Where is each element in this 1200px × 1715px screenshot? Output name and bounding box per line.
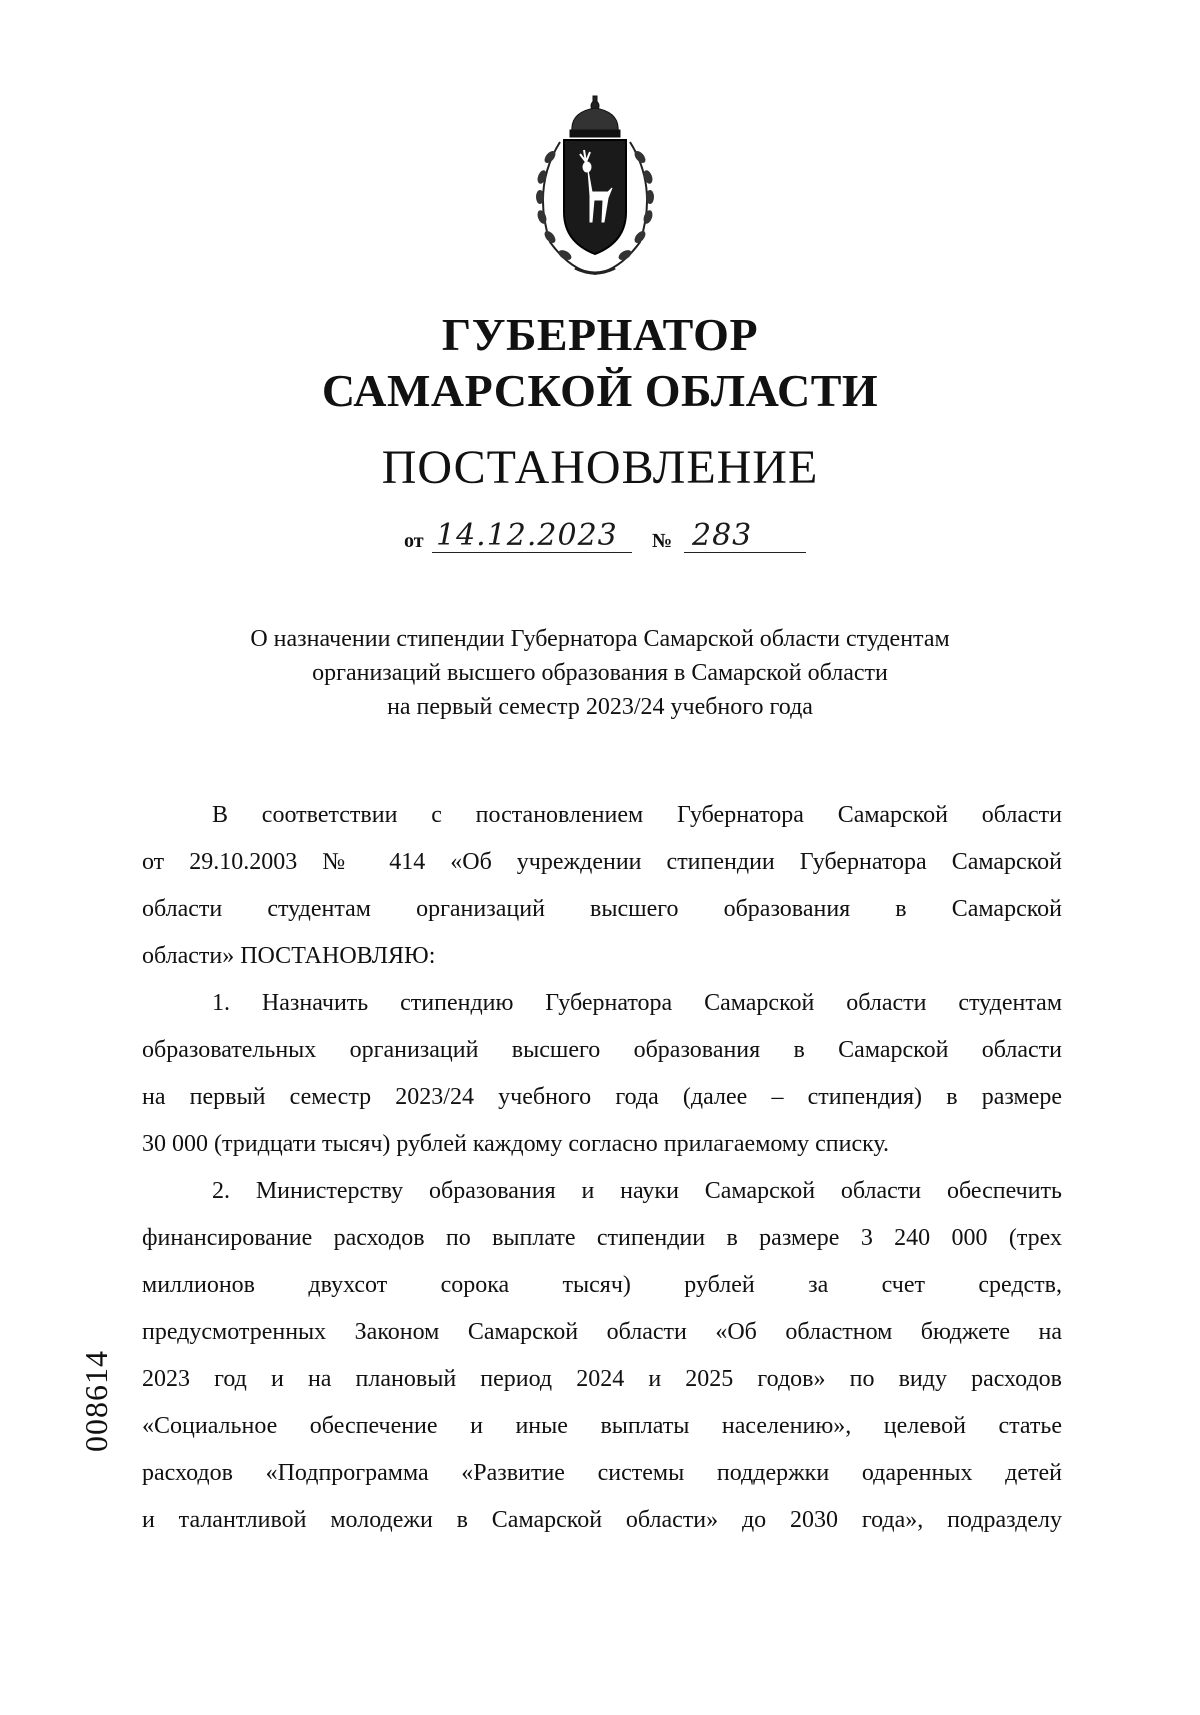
date-handwritten: 14.12.2023 [436, 518, 618, 553]
margin-serial-number: 008614 [78, 1350, 114, 1452]
body-line: расходов «Подпрограмма «Развитие системы поддержки одаренных детей [142, 1460, 1062, 1486]
coat-of-arms-icon [520, 92, 670, 282]
document-subject [140, 622, 1060, 724]
body-line: образовательных организаций высшего образования в Самарской области [142, 1037, 1062, 1063]
body-line: финансирование расходов по выплате стипендии в размере 3 240 000 (трех [142, 1225, 1062, 1251]
number-underline [684, 552, 806, 553]
body-line: 2. Министерству образования и науки Самарской области обеспечить [212, 1178, 1062, 1204]
document-body [142, 792, 1062, 1544]
body-line: области студентам организаций высшего образования в Самарской [142, 896, 1062, 922]
document-type-title: ПОСТАНОВЛЕНИЕ [381, 441, 819, 494]
subject-line: на первый семестр 2023/24 учебного года [387, 694, 813, 720]
body-line: области» ПОСТАНОВЛЯЮ: [142, 943, 436, 969]
authority-title-line1: ГУБЕРНАТОР [441, 309, 759, 360]
subject-line: О назначении стипендии Губернатора Самарской области студентам [250, 626, 950, 652]
body-line: 2023 год и на плановый период 2024 и 2025 годов» по виду расходов [142, 1366, 1062, 1392]
body-line: и талантливой молодежи в Самарской области» до 2030 года», подразделу [142, 1507, 1062, 1533]
date-prefix: от [404, 530, 424, 552]
subject-line: организаций высшего образования в Самарской области [312, 660, 888, 686]
body-line: на первый семестр 2023/24 учебного года (далее – стипендия) в размере [142, 1084, 1062, 1110]
authority-title-line2: САМАРСКОЙ ОБЛАСТИ [321, 365, 879, 416]
body-line: от 29.10.2003 № 414 «Об учреждении стипендии Губернатора Самарской [142, 849, 1062, 875]
date-number-block [400, 518, 820, 554]
body-line: миллионов двухсот сорока тысяч) рублей за счет средств, [142, 1272, 1062, 1298]
number-handwritten: 283 [692, 518, 753, 553]
body-line: «Социальное обеспечение и иные выплаты населению», целевой статье [142, 1413, 1062, 1439]
body-line: предусмотренных Законом Самарской области «Об областном бюджете на [142, 1319, 1062, 1345]
body-line: В соответствии с постановлением Губернатора Самарской области [212, 802, 1062, 828]
body-line: 1. Назначить стипендию Губернатора Самарской области студентам [212, 990, 1062, 1016]
date-underline [432, 552, 632, 553]
number-prefix: № [652, 530, 673, 552]
body-line: 30 000 (тридцати тысяч) рублей каждому согласно прилагаемому списку. [142, 1131, 890, 1157]
